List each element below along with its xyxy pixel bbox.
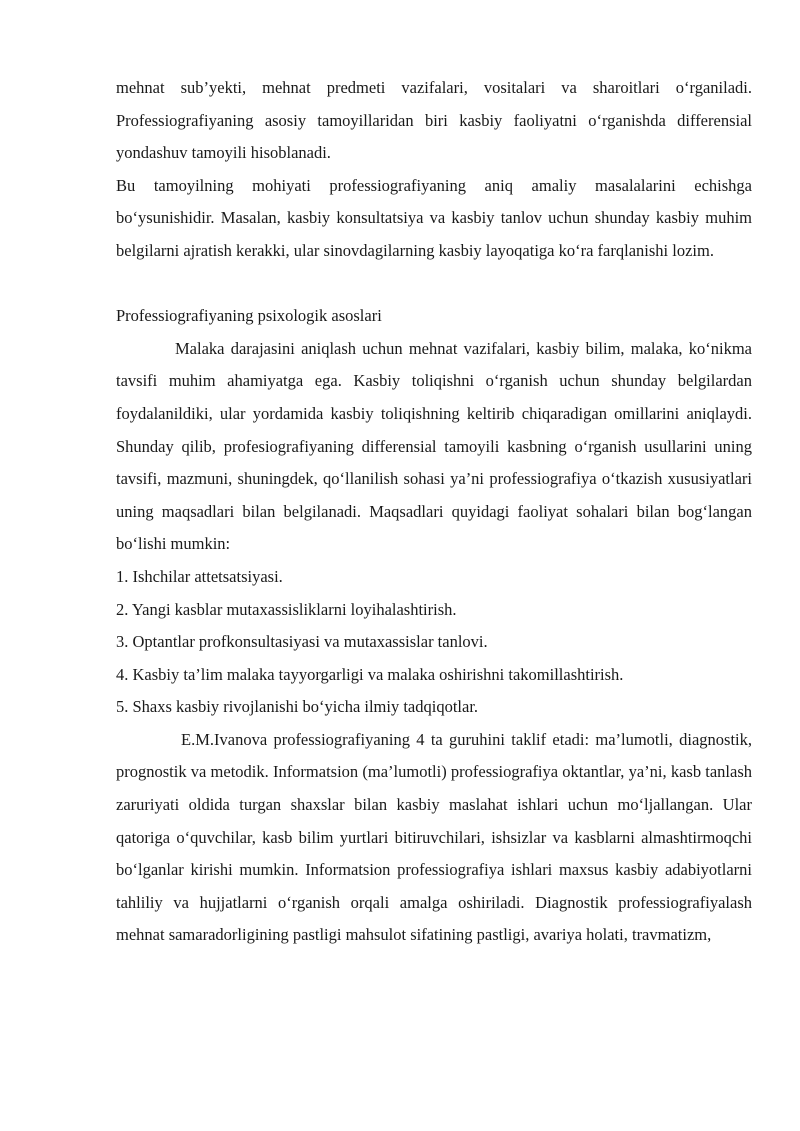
list-item: 1. Ishchilar attetsatsiyasi. [116, 566, 283, 586]
list-item: 2. Yangi kasblar mutaxassisliklarni loyihalashtirish. [116, 599, 457, 619]
paragraph-principle: Bu tamoyilning mohiyati professiografiyaning aniq amaliy masalalarini echishga bo‘ysunishidir. Masalan, kasbiy konsultatsiya va kasbiy tanlov uchun shunday kasbiy muhim belgilarni ajratish kerakki, ular sinovdagilarning kasbiy layoqatiga ko‘ra farqlanishi lozim. [116, 175, 752, 260]
paragraph-ivanova: E.M.Ivanova professiografiyaning 4 ta guruhini taklif etadi: ma’lumotli, diagnostik, prognostik va metodik. Informatsion (ma’lumotli) professiografiya oktantlar, ya’ni, kasb tanlash zaruriyati oldida turgan shaxslar bilan kasbiy maslahat ishlari uchun mo‘ljallangan. Ular qatoriga o‘quvchilar, kasb bilim yurtlari bitiruvchilari, ishsizlar va kasblarni almashtirmoqchi bo‘lganlar kirishi mumkin. Informatsion professiografiya ishlari maxsus kasbiy adabiyotlarni tahliliy va hujjatlarni o‘rganish orqali amalga oshiriladi. Diagnostik professiografiyalash mehnat samaradorligining pastligi mahsulot sifatining pastligi, avariya holati, travmatizm, [116, 729, 752, 945]
list-item: 3. Optantlar profkonsultasiyasi va mutaxassislar tanlovi. [116, 632, 488, 652]
paragraph-intro: mehnat sub’yekti, mehnat predmeti vazifalari, vositalari va sharoitlari o‘rganiladi. Professiografiyaning asosiy tamoyillaridan biri kasbiy faoliyatni o‘rganishda differensial yondashuv tamoyili hisoblanadi. [116, 78, 752, 163]
section-heading: Professiografiyaning psixologik asoslari [116, 306, 382, 326]
blank-line [116, 268, 752, 301]
list-item: 4. Kasbiy ta’lim malaka tayyorgarligi va malaka oshirishni takomillashtirish. [116, 664, 624, 684]
paragraph-qualification: Malaka darajasini aniqlash uchun mehnat vazifalari, kasbiy bilim, malaka, ko‘nikma tavsifi muhim ahamiyatga ega. Kasbiy toliqishni o‘rganish uchun shunday belgilardan foydalanildiki, ular yordamida kasbiy toliqishning keltirib chiqaradigan omillarini aniqlaydi. Shunday qilib, profesiografiyaning differensial tamoyili kasbning o‘rganish usullarini uning tavsifi, mazmuni, shuningdek, qo‘llanilish sohasi ya’ni professiografiya o‘tkazish xususiyatlari uning maqsadlari bilan belgilanadi. Maqsadlari quyidagi faoliyat sohalari bilan bog‘langan bo‘lishi mumkin: [116, 338, 752, 554]
document-page [116, 72, 752, 952]
list-item: 5. Shaxs kasbiy rivojlanishi bo‘yicha ilmiy tadqiqotlar. [116, 697, 479, 717]
